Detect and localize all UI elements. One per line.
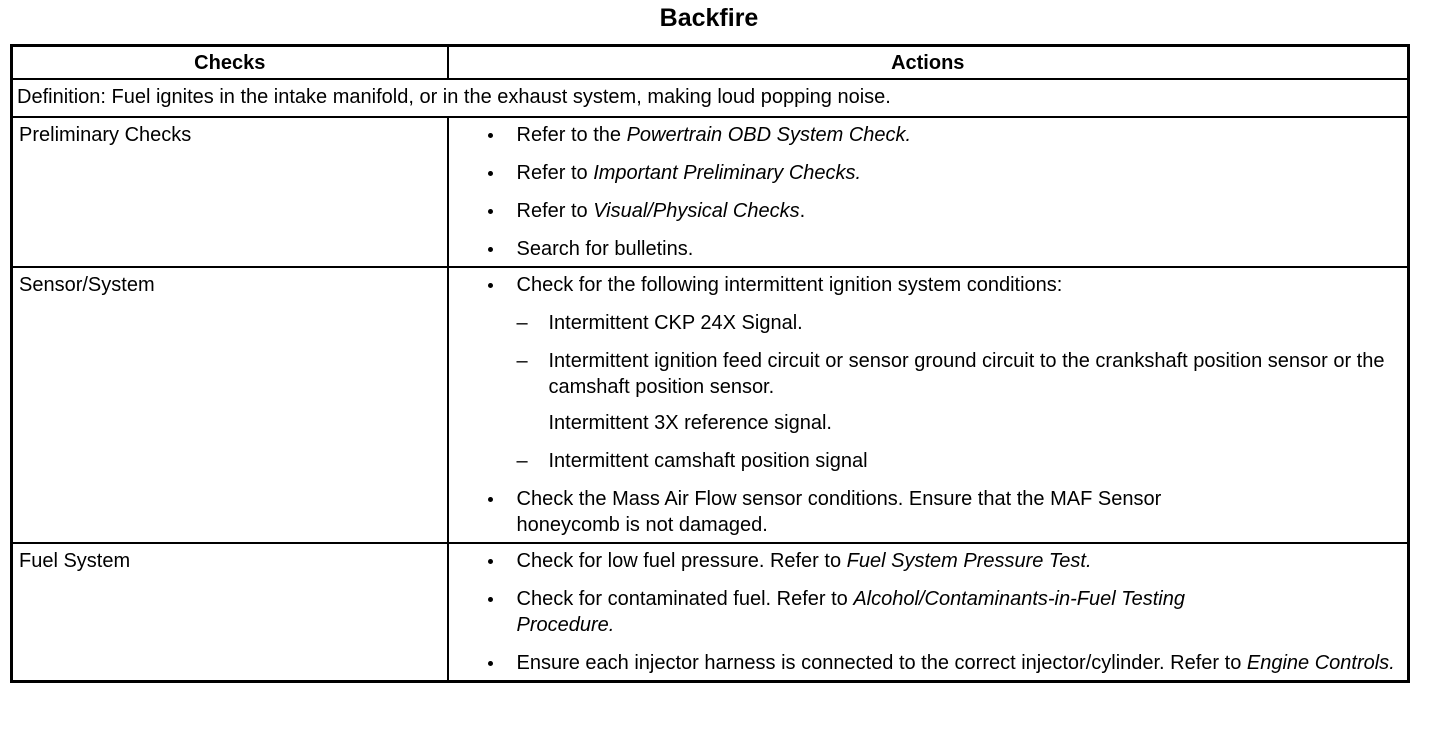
dash-icon: – [516,450,528,472]
action-item [449,160,1398,186]
action-text: Check for the following intermittent ignition system conditions: [516,274,1063,296]
bullet-icon [488,247,493,252]
bullet-icon [488,283,493,288]
action-text: Ensure each injector harness is connected to the correct injector/cylinder. Refer to [516,652,1247,674]
action-text: Check for low fuel pressure. Refer to [516,550,847,572]
check-name: Fuel System [12,543,448,682]
table-row [12,117,1409,267]
bullet-icon [488,133,493,138]
sub-action-item [517,310,1398,336]
sub-action-extra: Intermittent 3X reference signal. [548,412,832,434]
sub-action-text: Intermittent CKP 24X Signal. [548,312,803,334]
reference-text: Engine Controls [1246,652,1390,674]
action-item [449,650,1398,676]
bullet-icon [488,559,493,564]
bullet-icon [488,171,493,176]
table-row [12,267,1409,543]
actions-cell [448,117,1409,267]
bullet-icon [488,661,493,666]
action-item [449,236,1398,262]
reference-text: Fuel System Pressure Test [846,550,1086,572]
action-item [449,198,1398,224]
dash-icon: – [516,350,528,372]
reference-text: Important Preliminary Checks [593,162,856,184]
actions-cell [448,267,1409,543]
reference-text: Powertrain OBD System Check [626,124,906,146]
checks-column-header: Checks [12,46,448,80]
sub-action-text: Intermittent camshaft position signal [548,450,868,472]
definition-row [12,79,1409,117]
action-text: Refer to [516,162,594,184]
table-row [12,543,1409,682]
check-name: Preliminary Checks [12,117,448,267]
action-punct: . [905,124,912,146]
action-item [449,122,1398,148]
action-punct: . [799,200,806,222]
action-item [449,548,1398,574]
action-item [449,272,1398,474]
bullet-icon [488,209,493,214]
page-title: Backfire [659,4,759,32]
dash-icon: – [516,312,528,334]
bullet-icon [488,497,493,502]
action-text: Search for bulletins. [516,238,694,260]
action-text: Refer to the [516,124,627,146]
action-punct: . [608,614,615,636]
action-item [449,586,1398,638]
reference-text: Visual/Physical Checks [593,200,800,222]
sub-action-item [517,348,1398,436]
table-header-row [12,46,1409,80]
check-name: Sensor/System [12,267,448,543]
sub-action-text: Intermittent ignition feed circuit or sensor ground circuit to the crankshaft position sensor or the camshaft position sensor. [548,350,1385,398]
action-punct: . [1389,652,1395,674]
action-text: Refer to [516,200,594,222]
sub-action-item [517,448,1398,474]
bullet-icon [488,597,493,602]
action-text: Check the Mass Air Flow sensor conditions. Ensure that the MAF Sensor honeycomb is not damaged. [516,488,1162,536]
action-item [449,486,1398,538]
action-punct: . [1086,550,1092,572]
checks-table [10,44,1410,683]
action-punct: . [855,162,862,184]
definition-text: Definition: Fuel ignites in the intake manifold, or in the exhaust system, making loud popping noise. [12,79,1409,117]
actions-column-header: Actions [448,46,1409,80]
actions-cell [448,543,1409,682]
reference-text: Alcohol/Contaminants-in-Fuel Testing Procedure [516,588,1185,636]
action-text: Check for contaminated fuel. Refer to [516,588,854,610]
